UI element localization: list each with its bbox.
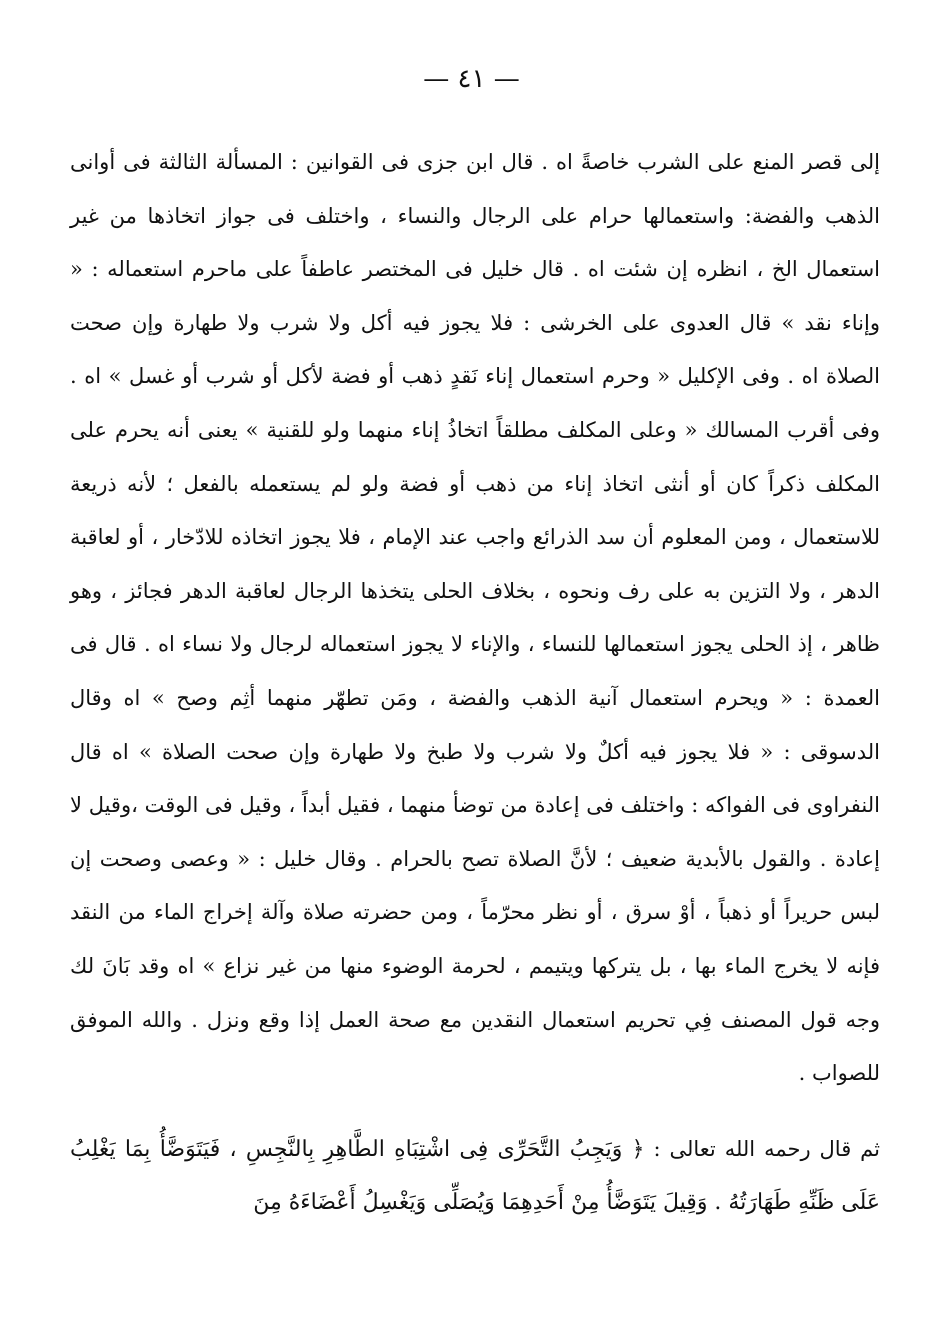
document-body	[70, 136, 880, 1230]
body-paragraph: إلى قصر المنع على الشرب خاصةً اه . قال ابن جزى فى القوانين : المسألة الثالثة فى أوانى الذهب والفضة: واستعمالها حرام على الرجال والنساء ، واختلف فى جواز اتخاذها من غير استعمال الخ ، انظره إن شئت اه . قال خليل فى المختصر عاطفاً على ماحرم استعماله : « وإناء نقد » قال العدوى على الخرشى : فلا يجوز فيه أكل ولا شرب ولا طهارة وإن صحت الصلاة اه . وفى الإكليل « وحرم استعمال إناء نَقدٍ ذهب أو فضة لأكل أو شرب أو غسل » اه . وفى أقرب المسالك « وعلى المكلف مطلقاً اتخاذُ إناء منهما ولو للقنية » يعنى أنه يحرم على المكلف ذكراً كان أو أنثى اتخاذ إناء من ذهب أو فضة ولو لم يستعمله بالفعل ؛ لأنه ذريعة للاستعمال ، ومن المعلوم أن سد الذرائع واجب عند الإمام ، فلا يجوز اتخاذه للادّخار ، أو لعاقبة الدهر ، ولا التزين به على رف ونحوه ، بخلاف الحلى يتخذها الرجال لعاقبة الدهر فجائز ، وهو ظاهر ، إذ الحلى يجوز استعمالها للنساء ، والإناء لا يجوز استعماله لرجال ولا نساء اه . قال فى العمدة : « ويحرم استعمال آنية الذهب والفضة ، ومَن تطهّر منهما أثِم وصح » اه وقال الدسوقى : « فلا يجوز فيه أكلٌ ولا شرب ولا طبخ ولا طهارة وإن صحت الصلاة » اه قال النفراوى فى الفواكه : واختلف فى إعادة من توضأ منهما ، فقيل أبداً ، وقيل فى الوقت ،وقيل لا إعادة . والقول بالأبدية ضعيف ؛ لأنَّ الصلاة تصح بالحرام . وقال خليل : « وعصى وصحت إن لبس حريراً أو ذهباً ، أوْ سرق ، أو نظر محرّماً ، ومن حضرته صلاة وآلة إخراج الماء من النقد فإنه لا يخرج الماء بها ، بل يتركها ويتيمم ، لحرمة الوضوء منها من غير نزاع » اه وقد بَانَ لك وجه قول المصنف فِي تحريم استعمال النقدين مع صحة العمل إذا وقع ونزل . والله الموفق للصواب .	[70, 150, 880, 1086]
quote-paragraph	[70, 1123, 880, 1230]
quoted-text: ﴿ وَيَجِبُ التَّحَرِّى فِى اشْتِبَاهِ الطَّاهِرِ بِالنَّجِسِ ، فَيَتَوَضَّأُ بِمَا يَغْلِبُ عَلَى ظَنِّهِ طَهَارَتُهُ . وَقِيلَ يَتَوَضَّأُ مِنْ أَحَدِهِمَا وَيُصَلِّى وَيَغْسِلُ أَعْضَاءَهُ مِنَ	[70, 1136, 880, 1216]
quote-intro: ثم قال رحمه الله تعالى :	[644, 1136, 881, 1161]
page-number: — ٤١ —	[423, 64, 520, 94]
paragraph-spacer	[70, 1101, 880, 1123]
